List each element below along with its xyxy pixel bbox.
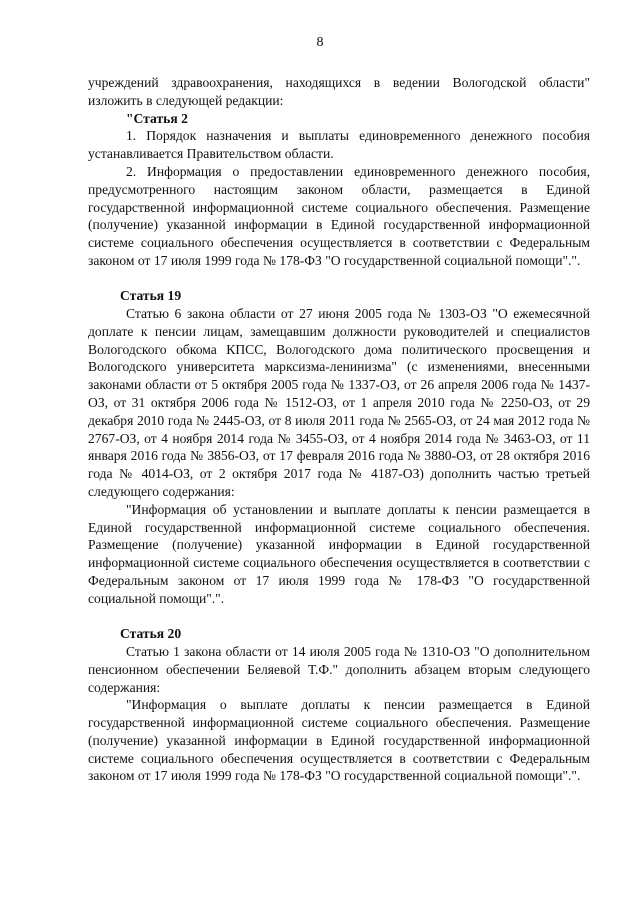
article-19-paragraph-2: "Информация об установлении и выплате доплаты к пенсии размещается в Единой государственной информационной системе социального обеспечения. Размещение (получение) указанной информации в Единой государственной информационной системе социального обеспечения осуществляется в соответствии с Федеральным законом от 17 июля 1999 года № 178-ФЗ "О государственной социальной помощи".". (88, 501, 590, 606)
article-2-heading: "Статья 2 (126, 110, 188, 126)
article-20-paragraph-2: "Информация о выплате доплаты к пенсии размещается в Единой государственной информационной системе социального обеспечения. Размещение (получение) указанной информации в Единой государственной информационной системе социального обеспечения осуществляется в соответствии с Федеральным законом от 17 июля 1999 года № 178-ФЗ "О государственной социальной помощи".". (88, 697, 590, 784)
article-2-item-2: 2. Информация о предоставлении единовременного денежного пособия, предусмотренного настоящим законом области, размещается в Единой государственной информационной системе социального обеспечения. Размещение (получение) указанной информации в Единой государственной информационной системе социального обеспечения осуществляется в соответствии с Федеральным законом от 17 июля 1999 года № 178-ФЗ "О государственной социальной помощи".". (88, 163, 590, 268)
article-19-paragraph-1: Статью 6 закона области от 27 июня 2005 года № 1303-ОЗ "О ежемесячной доплате к пенсии лицам, замещавшим должности руководителей и специалистов Вологодского обкома КПСС, Вологодского дома политического просвещения и Вологодского университета марксизма-ленинизма" (с изменениями, внесенными законами области от 5 октября 2005 года № 1337-ОЗ, от 26 апреля 2006 года № 1437-ОЗ, от 31 октября 2006 года № 1512-ОЗ, от 1 апреля 2010 года № 2250-ОЗ, от 29 декабря 2010 года № 2445-ОЗ, от 8 июля 2011 года № 2565-ОЗ, от 24 мая 2012 года № 2767-ОЗ, от 4 ноября 2014 года № 3455-ОЗ, от 4 ноября 2014 года № 3463-ОЗ, от 11 января 2016 года № 3856-ОЗ, от 17 февраля 2016 года № 3880-ОЗ, от 28 октября 2016 года № 4014-ОЗ, от 2 октября 2017 года № 4187-ОЗ) дополнить частью третьей следующего содержания: (88, 306, 590, 500)
intro-paragraph: учреждений здравоохранения, находящихся в ведении Вологодской области" изложить в следующей редакции: (88, 75, 590, 108)
article-20-paragraph-1: Статью 1 закона области от 14 июля 2005 года № 1310-ОЗ "О дополнительном пенсионном обеспечении Беляевой Т.Ф." дополнить абзацем вторым следующего содержания: (88, 643, 590, 695)
article-19-heading: Статья 19 (120, 288, 182, 304)
article-20-heading: Статья 20 (120, 626, 182, 642)
document-body (88, 74, 590, 785)
article-2-item-1: 1. Порядок назначения и выплаты единовременного денежного пособия устанавливается Правительством области. (88, 128, 590, 162)
page-number: 8 (316, 35, 324, 50)
